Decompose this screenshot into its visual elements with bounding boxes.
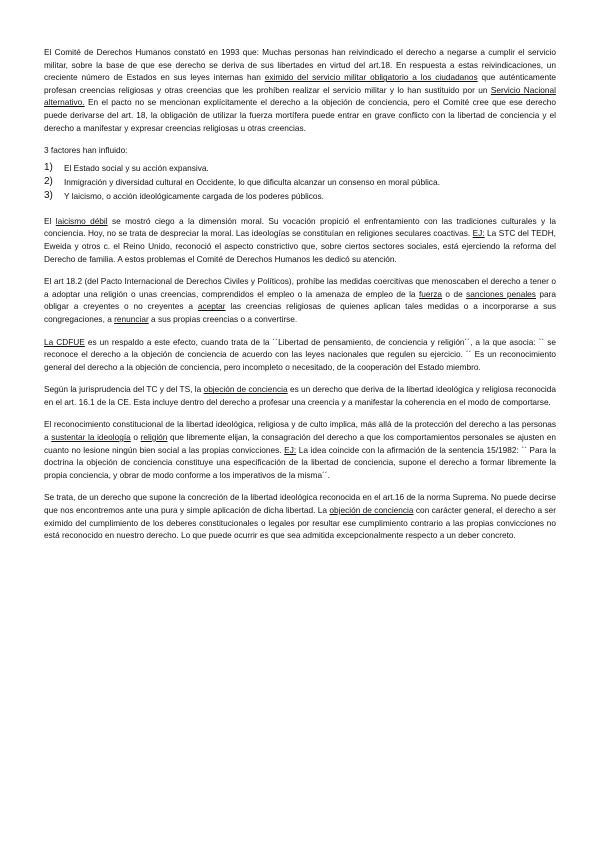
underlined-phrase: sanciones penales [466, 288, 536, 299]
list-item: 1) El Estado social y su acción expansiva. [44, 161, 209, 173]
paragraph-reconocimiento: El reconocimiento constitucional de la libertad ideológica, religiosa y de culto implica, más allá de la protección del derecho a las personas a sustentar la ideología o religión que libremente elijan, la consagración del derecho a que los comportamientos personales se ajusten en cuanto no lesione ningún bien social a las propias convicciones. EJ: La idea coincide con la afirmación de la sentencia 15/1982: `` Para la doctrina la objeción de conciencia constituye una especificación de la libertad de conciencia, supone el derecho a formar libremente la propia conciencia, y obrar de modo conforme a los imperativos de la misma´´. [44, 419, 556, 480]
underlined-phrase: fuerza [418, 288, 443, 299]
underlined-phrase: aceptar [197, 301, 226, 312]
underlined-phrase: Servicio Nacional alternativo. [44, 84, 556, 108]
underlined-phrase: objeción de conciencia [203, 384, 288, 395]
paragraph-concrecion: Se trata, de un derecho que supone la concreción de la libertad ideológica reconocida en el art.16 de la norma Suprema. No puede decirse que nos encontremos ante una pura y simple aplicación de dicha libertad. La objeción de conciencia con carácter general, el derecho a ser eximido del cumplimiento de los deberes constitucionales o legales por resultar ese cumplimiento contrario a las propias convicciones no está reconocido en nuestro derecho. Lo que puede ocurrir es que sea admitida excepcionalmente respecto a un deber concreto. [44, 492, 556, 541]
underlined-phrase: religión [140, 432, 168, 443]
underlined-phrase: EJ: [472, 228, 485, 239]
paragraph-jurisprudencia: Según la jurisprudencia del TC y del TS, la objeción de conciencia es un derecho que deriva de la libertad ideológica y religiosa reconocida en el art. 16.1 de la CE. Esta incluye dentro del derecho a profesar una creencia y a manifestar la coherencia en el modo de comportarse. [44, 384, 557, 407]
underlined-phrase: objeción de conciencia [329, 505, 414, 516]
underlined-phrase: EJ: [284, 444, 297, 455]
list-item: 3) Y laicismo, o acción ideológicamente cargada de los poderes públicos. [44, 189, 324, 201]
factors-intro: 3 factores han influido: [44, 145, 128, 156]
underlined-phrase: La CDFUE [44, 336, 85, 347]
factors-list [44, 161, 556, 203]
paragraph-art-18-2: El art 18.2 (del Pacto Internacional de Derechos Civiles y Políticos), prohíbe las medidas coercitivas que menoscaben el derecho a tener o a adoptar una religión o unas creencias, comprendidos el empleo o la amenaza de empleo de la fuerza o de sanciones penales para obligar a creyentes o no creyentes a aceptar las creencias religiosas de quienes aplican tales medidas o a incorporarse a sus congregaciones, a renunciar a sus propias creencias o a convertirse. [44, 276, 557, 324]
underlined-phrase: renunciar [114, 313, 149, 324]
paragraph-comite: El Comité de Derechos Humanos constató en 1993 que: Muchas personas han reivindicado el derecho a negarse a cumplir el servicio militar, sobre la base de que ese derecho se deriva de sus libertades en virtud del art.18. En respuesta a estas reivindicaciones, un creciente número de Estados en sus leyes internas han eximido del servicio militar obligatorio a los ciudadanos que auténticamente profesan creencias religiosas y otras creencias que les prohíben realizar el servicio militar y lo han sustituido por un Servicio Nacional alternativo. En el pacto no se mencionan explícitamente el derecho a la objeción de conciencia, pero el Comité cree que ese derecho puede derivarse del art. 18, la obligación de utilizar la fuerza mortífera puede entrar en grave conflicto con la libertad de conciencia y el derecho a manifestar y expresar creencias religiosas u otras creencias. [44, 47, 556, 133]
paragraph-laicismo: El laicismo débil se mostró ciego a la dimensión moral. Su vocación propició el enfrentamiento con las tradiciones culturales y la conciencia. Hoy, no se trata de despreciar la moral. Las ideologías se constituían en religiones seculares coactivas. EJ: La STC del TEDH, Eweida y otros c. el Reino Unido, reconoció el aspecto constrictivo que, sobre ciertos sectores sociales, está ejerciendo la reforma del Derecho de familia. A estos problemas el Comité de Derechos Humanos les dedicó su atención. [44, 215, 556, 264]
list-item: 2) Inmigración y diversidad cultural en Occidente, lo que dificulta alcanzar un consenso en moral pública. [44, 175, 440, 187]
underlined-phrase: sustentar la ideología [51, 432, 131, 443]
paragraph-cdfue: La CDFUE es un respaldo a este efecto, cuando trata de la ´´Libertad de pensamiento, de conciencia y religión´´, a la que asocia: `` se reconoce el derecho a la objeción de conciencia de acuerdo con las leyes nacionales que regulen su ejercicio. ´´ Es un reconocimiento general del derecho a la objeción de conciencia, pero incompleto o necesitado, de la cooperación del Estado miembro. [44, 336, 556, 372]
underlined-phrase: laicismo débil [55, 215, 108, 226]
underlined-phrase: eximido del servicio militar obligatorio a los ciudadanos [264, 72, 478, 83]
